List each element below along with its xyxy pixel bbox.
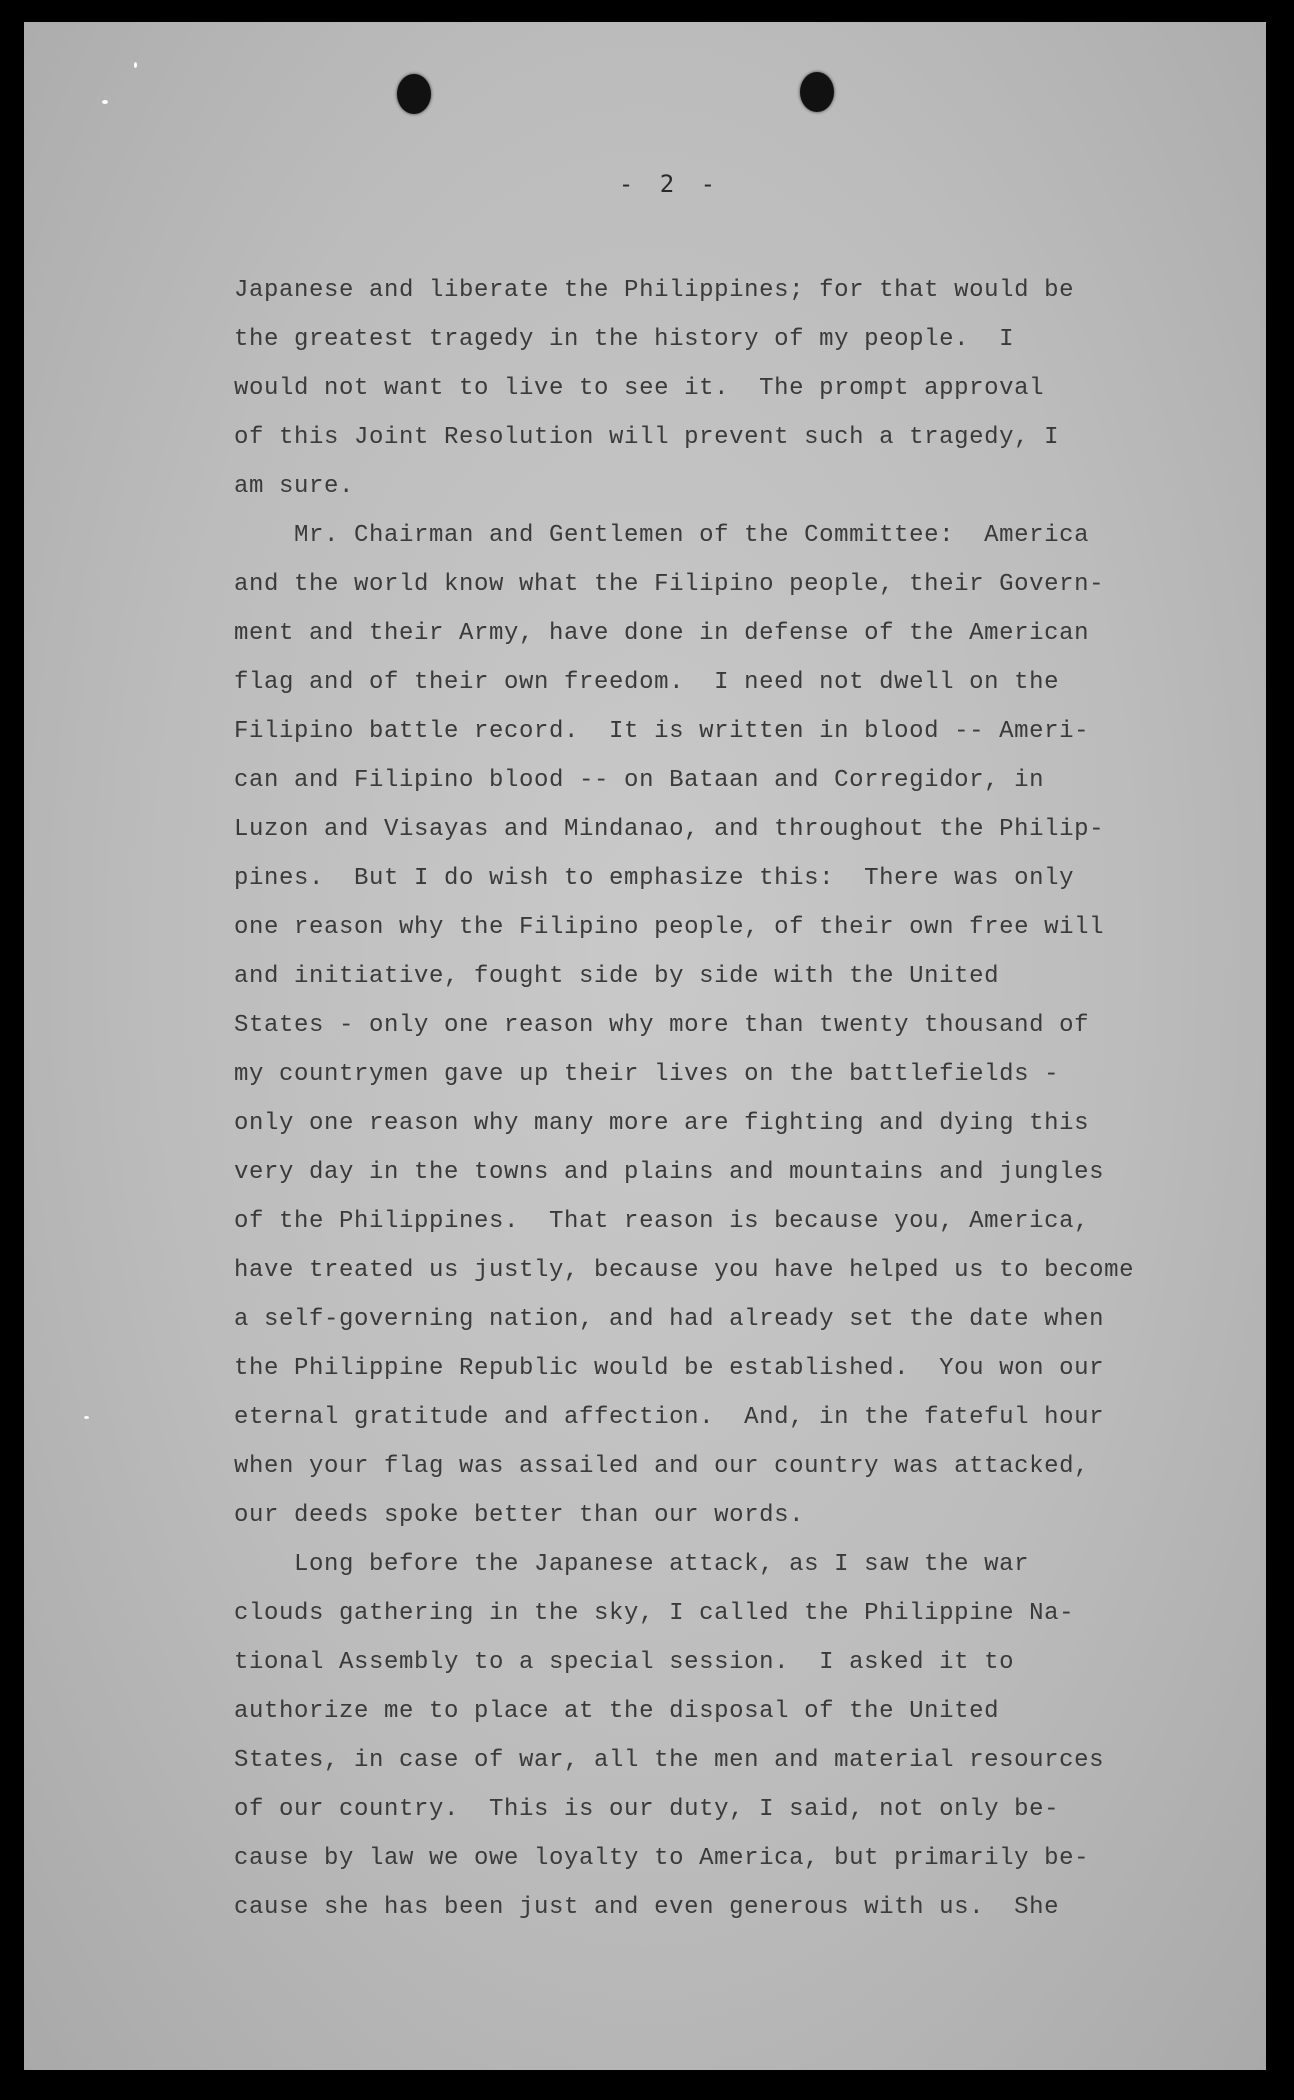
paragraph-start-line: Mr. Chairman and Gentlemen of the Committee: America <box>234 522 1090 549</box>
body-text <box>234 266 1154 1932</box>
dust-speck <box>134 62 137 68</box>
text-line: and the world know what the Filipino people, their Govern- <box>234 571 1105 598</box>
text-line: a self-governing nation, and had already set the date when <box>234 1306 1105 1333</box>
text-line: the greatest tragedy in the history of my people. I <box>234 326 1015 353</box>
page-number: - 2 - <box>618 170 722 198</box>
text-line: States - only one reason why more than twenty thousand of <box>234 1012 1090 1039</box>
text-line: my countrymen gave up their lives on the battlefields - <box>234 1061 1060 1088</box>
text-line: of this Joint Resolution will prevent such a tragedy, I <box>234 424 1060 451</box>
text-line: only one reason why many more are fighting and dying this <box>234 1110 1090 1137</box>
text-line: authorize me to place at the disposal of the United <box>234 1698 1000 1725</box>
text-line: flag and of their own freedom. I need not dwell on the <box>234 669 1060 696</box>
punch-hole-left <box>397 74 431 114</box>
dust-speck <box>102 100 108 104</box>
text-line: the Philippine Republic would be established. You won our <box>234 1355 1105 1382</box>
text-line: ment and their Army, have done in defense of the American <box>234 620 1090 647</box>
text-line: when your flag was assailed and our country was attacked, <box>234 1453 1090 1480</box>
text-line: States, in case of war, all the men and material resources <box>234 1747 1105 1774</box>
text-line: cause she has been just and even generous with us. She <box>234 1894 1060 1921</box>
text-line: eternal gratitude and affection. And, in the fateful hour <box>234 1404 1105 1431</box>
text-line: clouds gathering in the sky, I called the Philippine Na- <box>234 1600 1075 1627</box>
paragraph-start-line: Long before the Japanese attack, as I saw the war <box>234 1551 1030 1578</box>
punch-hole-right <box>800 72 834 112</box>
text-line: tional Assembly to a special session. I asked it to <box>234 1649 1015 1676</box>
text-line: one reason why the Filipino people, of their own free will <box>234 914 1105 941</box>
text-line: our deeds spoke better than our words. <box>234 1502 805 1529</box>
text-line: can and Filipino blood -- on Bataan and Corregidor, in <box>234 767 1045 794</box>
text-line: would not want to live to see it. The prompt approval <box>234 375 1045 402</box>
text-line: Filipino battle record. It is written in blood -- Ameri- <box>234 718 1090 745</box>
text-line: Luzon and Visayas and Mindanao, and throughout the Philip- <box>234 816 1105 843</box>
text-line: of the Philippines. That reason is because you, America, <box>234 1208 1090 1235</box>
text-line: have treated us justly, because you have helped us to become <box>234 1257 1135 1284</box>
text-line: am sure. <box>234 473 355 500</box>
text-line: pines. But I do wish to emphasize this: There was only <box>234 865 1075 892</box>
text-line: very day in the towns and plains and mountains and jungles <box>234 1159 1105 1186</box>
document-page <box>24 22 1266 2070</box>
dust-speck <box>84 1416 89 1419</box>
text-line: cause by law we owe loyalty to America, but primarily be- <box>234 1845 1090 1872</box>
text-line: of our country. This is our duty, I said, not only be- <box>234 1796 1060 1823</box>
text-line: and initiative, fought side by side with the United <box>234 963 1000 990</box>
text-line: Japanese and liberate the Philippines; for that would be <box>234 277 1075 304</box>
